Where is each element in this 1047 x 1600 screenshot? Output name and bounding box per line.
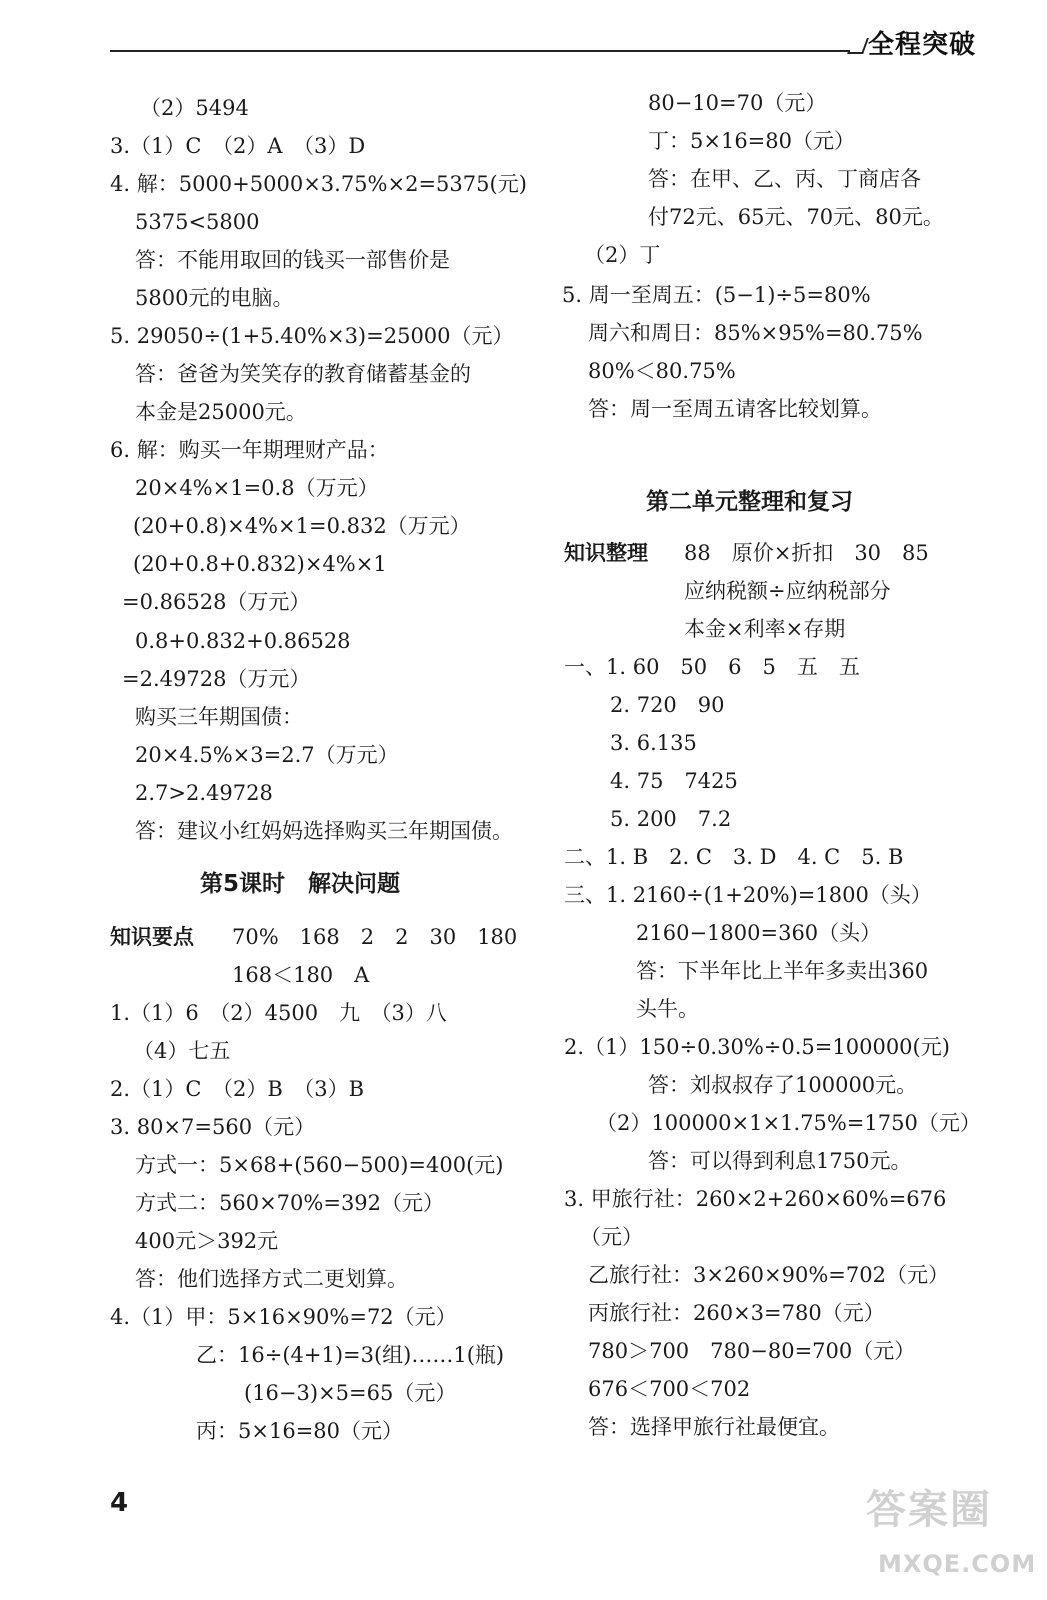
answer-line: 答：可以得到利息1750元。 bbox=[648, 1149, 912, 1173]
page-number: 4 bbox=[110, 1488, 129, 1518]
answer-line: 付72元、65元、70元、80元。 bbox=[648, 205, 944, 229]
answer-line: 5. 周一至周五：(5−1)÷5=80% bbox=[562, 283, 871, 307]
answer-line: 400元＞392元 bbox=[135, 1229, 279, 1253]
answer-line: 20×4.5%×3=2.7（万元） bbox=[135, 743, 399, 767]
answer-line: =0.86528（万元） bbox=[122, 590, 311, 614]
watermark-logo bbox=[850, 1478, 1037, 1588]
answer-line: =2.49728（万元） bbox=[122, 667, 311, 691]
answer-line: 答：在甲、乙、丙、丁商店各 bbox=[648, 167, 921, 191]
answer-line: 购买三年期国债： bbox=[135, 705, 303, 729]
answer-line: 本金×利率×存期 bbox=[684, 617, 846, 641]
answer-line: 方式二：560×70%=392（元） bbox=[135, 1191, 445, 1215]
answer-line: 丁：5×16=80（元） bbox=[648, 129, 855, 153]
answer-line: 一、1. 60 50 6 5 五 五 bbox=[564, 655, 860, 679]
header-rule bbox=[110, 50, 850, 52]
answer-line: 3. 甲旅行社：260×2+260×60%=676 bbox=[564, 1187, 947, 1211]
answer-line: 2.（1）C （2）B （3）B bbox=[110, 1077, 365, 1101]
answer-line: (16−3)×5=65（元） bbox=[244, 1381, 457, 1405]
answer-line: （2）5494 bbox=[140, 96, 249, 120]
answer-line: 答：下半年比上半年多卖出360 bbox=[636, 959, 929, 983]
answer-line: (20+0.8+0.832)×4%×1 bbox=[133, 552, 387, 576]
answer-line: 2.7>2.49728 bbox=[135, 781, 273, 805]
answer-line: 20×4%×1=0.8（万元） bbox=[135, 476, 379, 500]
watermark-site: MXQE.COM bbox=[878, 1550, 1037, 1578]
answer-line: 4.（1）甲：5×16×90%=72（元） bbox=[110, 1305, 457, 1329]
answer-line: （4）七五 bbox=[133, 1039, 231, 1063]
answer-line: （元） bbox=[580, 1225, 643, 1249]
answer-line: 3. 6.135 bbox=[610, 731, 697, 755]
answer-line: 2.（1）150÷0.30%÷0.5=100000(元) bbox=[564, 1035, 950, 1059]
answer-line: 答：爸爸为笑笑存的教育储蓄基金的 bbox=[135, 362, 471, 386]
answer-line: 三、1. 2160÷(1+20%)=1800（头） bbox=[564, 883, 932, 907]
answer-line: (20+0.8)×4%×1=0.832（万元） bbox=[133, 514, 471, 538]
answer-line: （2）丁 bbox=[584, 243, 661, 267]
answer-line: 周六和周日：85%×95%=80.75% bbox=[588, 321, 923, 345]
answer-line: 本金是25000元。 bbox=[135, 400, 307, 424]
section-heading: 第5课时 解决问题 bbox=[200, 871, 401, 897]
answer-line: 3. 80×7=560（元） bbox=[110, 1115, 316, 1139]
answer-line: 80−10=70（元） bbox=[648, 91, 827, 115]
answer-line: 头牛。 bbox=[636, 997, 699, 1021]
answer-line: 答：刘叔叔存了100000元。 bbox=[648, 1073, 918, 1097]
answer-line: 168＜180 A bbox=[232, 963, 370, 987]
answer-line: 乙：16÷(4+1)=3(组)……1(瓶) bbox=[196, 1343, 505, 1367]
answer-line: 答：不能用取回的钱买一部售价是 bbox=[135, 248, 450, 272]
answer-line: 2. 720 90 bbox=[610, 693, 725, 717]
answer-line: 6. 解：购买一年期理财产品： bbox=[110, 438, 389, 462]
answer-line: 丙：5×16=80（元） bbox=[196, 1419, 403, 1443]
answer-line: 4. 解：5000+5000×3.75%×2=5375(元) bbox=[110, 172, 527, 196]
answer-line: 二、1. B 2. C 3. D 4. C 5. B bbox=[564, 845, 904, 869]
answer-line: 5375<5800 bbox=[135, 210, 260, 234]
answer-line: 5. 29050÷(1+5.40%×3)=25000（元） bbox=[110, 324, 514, 348]
knowledge-label: 知识整理 bbox=[564, 541, 648, 565]
answer-line: 答：他们选择方式二更划算。 bbox=[135, 1267, 408, 1291]
answer-line: 2160−1800=360（头） bbox=[636, 921, 882, 945]
answer-line: 88 原价×折扣 30 85 bbox=[684, 541, 929, 565]
answer-line: 0.8+0.832+0.86528 bbox=[135, 629, 351, 653]
answer-line: 676＜700＜702 bbox=[588, 1377, 751, 1401]
knowledge-label: 知识要点 bbox=[110, 925, 194, 949]
header-hook bbox=[847, 38, 869, 54]
answer-line: 80%＜80.75% bbox=[588, 359, 736, 383]
answer-line: 应纳税额÷应纳税部分 bbox=[684, 579, 891, 603]
answer-line: 答：建议小红妈妈选择购买三年期国债。 bbox=[135, 819, 513, 843]
answer-line: 答：选择甲旅行社最便宜。 bbox=[588, 1415, 840, 1439]
answer-line: 答：周一至周五请客比较划算。 bbox=[588, 397, 882, 421]
answer-line: 3.（1）C （2）A （3）D bbox=[110, 134, 366, 158]
answer-line: 70% 168 2 2 30 180 bbox=[232, 925, 518, 949]
section-heading: 第二单元整理和复习 bbox=[646, 489, 853, 515]
answer-line: 丙旅行社：260×3=780（元） bbox=[588, 1301, 885, 1325]
answer-line: 5800元的电脑。 bbox=[135, 286, 294, 310]
answer-line: 5. 200 7.2 bbox=[610, 807, 732, 831]
answer-line: 方式一：5×68+(560−500)=400(元) bbox=[135, 1153, 504, 1177]
answer-line: 乙旅行社：3×260×90%=702（元） bbox=[588, 1263, 949, 1287]
header-title: 全程突破 bbox=[868, 30, 977, 60]
answer-line: （2）100000×1×1.75%=1750（元） bbox=[596, 1111, 981, 1135]
answer-line: 4. 75 7425 bbox=[610, 769, 738, 793]
watermark-text: 答案圈 bbox=[866, 1487, 992, 1533]
answer-line: 780＞700 780−80=700（元） bbox=[588, 1339, 916, 1363]
answer-line: 1.（1）6 （2）4500 九 （3）八 bbox=[110, 1001, 447, 1025]
